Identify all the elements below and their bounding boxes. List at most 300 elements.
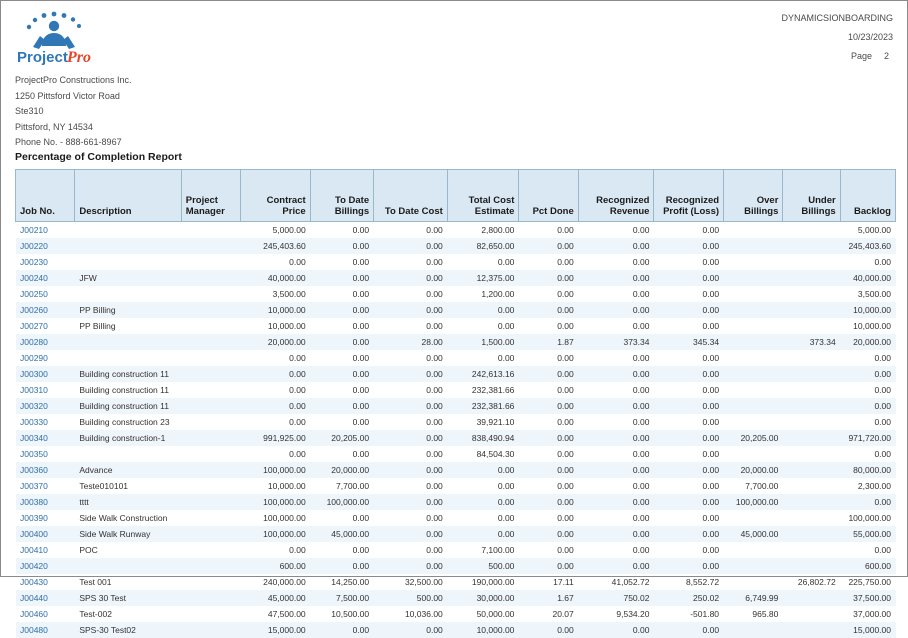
cell-to-date-billings: 0.00 <box>310 238 373 254</box>
cell-job-no[interactable]: J00300 <box>16 366 75 382</box>
cell-to-date-billings: 0.00 <box>310 398 373 414</box>
cell-contract-price: 600.00 <box>241 558 311 574</box>
cell-pct-done: 0.00 <box>519 478 578 494</box>
cell-total-cost-estimate: 0.00 <box>447 510 519 526</box>
cell-project-manager <box>181 462 240 478</box>
cell-backlog: 10,000.00 <box>840 318 895 334</box>
cell-backlog: 20,000.00 <box>840 334 895 350</box>
cell-description: Teste010101 <box>75 478 181 494</box>
cell-backlog: 0.00 <box>840 366 895 382</box>
cell-over-billings: 100,000.00 <box>724 494 783 510</box>
table-row <box>16 526 896 542</box>
page-number: 2 <box>884 47 889 66</box>
cell-recognized-revenue: 750.02 <box>578 590 654 606</box>
cell-to-date-billings: 0.00 <box>310 414 373 430</box>
cell-to-date-cost: 0.00 <box>374 430 448 446</box>
cell-project-manager <box>181 270 240 286</box>
cell-to-date-billings: 7,500.00 <box>310 590 373 606</box>
cell-description: SPS 30 Test <box>75 590 181 606</box>
cell-description <box>75 558 181 574</box>
cell-recognized-profit-loss: 0.00 <box>654 622 724 638</box>
cell-job-no[interactable]: J00360 <box>16 462 75 478</box>
cell-recognized-profit-loss: 0.00 <box>654 558 724 574</box>
cell-recognized-revenue: 0.00 <box>578 622 654 638</box>
table-row <box>16 430 896 446</box>
table-row <box>16 590 896 606</box>
cell-to-date-cost: 0.00 <box>374 302 448 318</box>
cell-to-date-cost: 0.00 <box>374 350 448 366</box>
column-header-recognized-profit-loss: Recognized Profit (Loss) <box>654 170 724 222</box>
cell-job-no[interactable]: J00220 <box>16 238 75 254</box>
cell-to-date-billings: 0.00 <box>310 270 373 286</box>
cell-total-cost-estimate: 0.00 <box>447 254 519 270</box>
cell-to-date-billings: 0.00 <box>310 558 373 574</box>
cell-backlog: 0.00 <box>840 446 895 462</box>
cell-total-cost-estimate: 0.00 <box>447 526 519 542</box>
cell-recognized-revenue: 0.00 <box>578 398 654 414</box>
cell-project-manager <box>181 318 240 334</box>
table-row <box>16 366 896 382</box>
cell-recognized-profit-loss: 0.00 <box>654 526 724 542</box>
cell-job-no[interactable]: J00380 <box>16 494 75 510</box>
cell-under-billings: 26,802.72 <box>783 574 840 590</box>
cell-recognized-revenue: 0.00 <box>578 558 654 574</box>
cell-recognized-profit-loss: 0.00 <box>654 478 724 494</box>
cell-backlog: 40,000.00 <box>840 270 895 286</box>
table-row <box>16 606 896 622</box>
cell-job-no[interactable]: J00320 <box>16 398 75 414</box>
cell-contract-price: 0.00 <box>241 542 311 558</box>
cell-to-date-billings: 0.00 <box>310 446 373 462</box>
cell-to-date-cost: 0.00 <box>374 318 448 334</box>
cell-over-billings <box>724 270 783 286</box>
cell-backlog: 0.00 <box>840 254 895 270</box>
cell-backlog: 0.00 <box>840 542 895 558</box>
cell-total-cost-estimate: 0.00 <box>447 318 519 334</box>
cell-over-billings <box>724 542 783 558</box>
cell-description <box>75 334 181 350</box>
cell-project-manager <box>181 350 240 366</box>
cell-pct-done: 20.07 <box>519 606 578 622</box>
cell-contract-price: 100,000.00 <box>241 462 311 478</box>
cell-pct-done: 0.00 <box>519 238 578 254</box>
table-row <box>16 414 896 430</box>
cell-over-billings: 965.80 <box>724 606 783 622</box>
cell-recognized-revenue: 0.00 <box>578 510 654 526</box>
cell-under-billings <box>783 238 840 254</box>
cell-contract-price: 240,000.00 <box>241 574 311 590</box>
table-row <box>16 254 896 270</box>
cell-to-date-billings: 0.00 <box>310 286 373 302</box>
cell-contract-price: 0.00 <box>241 254 311 270</box>
cell-total-cost-estimate: 10,000.00 <box>447 622 519 638</box>
cell-contract-price: 5,000.00 <box>241 222 311 239</box>
cell-under-billings <box>783 366 840 382</box>
cell-over-billings <box>724 414 783 430</box>
percentage-completion-table <box>15 169 896 638</box>
cell-job-no[interactable]: J00410 <box>16 542 75 558</box>
cell-pct-done: 0.00 <box>519 270 578 286</box>
cell-description: Side Walk Runway <box>75 526 181 542</box>
cell-to-date-billings: 100,000.00 <box>310 494 373 510</box>
cell-to-date-billings: 20,205.00 <box>310 430 373 446</box>
cell-total-cost-estimate: 7,100.00 <box>447 542 519 558</box>
cell-recognized-revenue: 0.00 <box>578 414 654 430</box>
cell-recognized-profit-loss: 250.02 <box>654 590 724 606</box>
cell-to-date-cost: 0.00 <box>374 366 448 382</box>
cell-recognized-revenue: 9,534.20 <box>578 606 654 622</box>
cell-project-manager <box>181 510 240 526</box>
cell-job-no[interactable]: J00390 <box>16 510 75 526</box>
cell-to-date-billings: 0.00 <box>310 366 373 382</box>
column-header-to-date-billings: To Date Billings <box>310 170 373 222</box>
cell-contract-price: 15,000.00 <box>241 622 311 638</box>
cell-description <box>75 350 181 366</box>
cell-pct-done: 0.00 <box>519 382 578 398</box>
cell-to-date-billings: 0.00 <box>310 542 373 558</box>
cell-recognized-profit-loss: 0.00 <box>654 430 724 446</box>
cell-under-billings <box>783 606 840 622</box>
cell-total-cost-estimate: 232,381.66 <box>447 382 519 398</box>
cell-to-date-cost: 500.00 <box>374 590 448 606</box>
cell-pct-done: 0.00 <box>519 350 578 366</box>
cell-contract-price: 47,500.00 <box>241 606 311 622</box>
svg-text:Project: Project <box>17 49 68 66</box>
cell-pct-done: 0.00 <box>519 622 578 638</box>
cell-total-cost-estimate: 39,921.10 <box>447 414 519 430</box>
company-address-line3: Pittsford, NY 14534 <box>15 120 132 136</box>
cell-under-billings <box>783 478 840 494</box>
cell-job-no[interactable]: J00440 <box>16 590 75 606</box>
cell-job-no[interactable]: J00250 <box>16 286 75 302</box>
cell-to-date-cost: 0.00 <box>374 414 448 430</box>
report-header <box>1 1 907 151</box>
cell-contract-price: 10,000.00 <box>241 478 311 494</box>
table-row <box>16 334 896 350</box>
cell-project-manager <box>181 302 240 318</box>
cell-over-billings <box>724 510 783 526</box>
cell-to-date-billings: 0.00 <box>310 254 373 270</box>
cell-to-date-billings: 45,000.00 <box>310 526 373 542</box>
cell-total-cost-estimate: 190,000.00 <box>447 574 519 590</box>
cell-to-date-billings: 0.00 <box>310 222 373 239</box>
cell-total-cost-estimate: 50,000.00 <box>447 606 519 622</box>
cell-to-date-billings: 0.00 <box>310 350 373 366</box>
cell-project-manager <box>181 414 240 430</box>
cell-description: JFW <box>75 270 181 286</box>
cell-job-no[interactable]: J00430 <box>16 574 75 590</box>
cell-pct-done: 0.00 <box>519 318 578 334</box>
cell-job-no[interactable]: J00240 <box>16 270 75 286</box>
company-address-line2: Ste310 <box>15 104 132 120</box>
cell-under-billings <box>783 318 840 334</box>
cell-under-billings <box>783 622 840 638</box>
cell-total-cost-estimate: 84,504.30 <box>447 446 519 462</box>
table-row <box>16 462 896 478</box>
page-label: Page <box>851 51 872 61</box>
table-header-row <box>16 170 896 222</box>
cell-total-cost-estimate: 1,500.00 <box>447 334 519 350</box>
cell-under-billings <box>783 526 840 542</box>
cell-contract-price: 10,000.00 <box>241 302 311 318</box>
cell-job-no[interactable]: J00370 <box>16 478 75 494</box>
cell-over-billings <box>724 334 783 350</box>
cell-to-date-cost: 0.00 <box>374 286 448 302</box>
cell-contract-price: 100,000.00 <box>241 494 311 510</box>
cell-total-cost-estimate: 82,650.00 <box>447 238 519 254</box>
cell-backlog: 37,500.00 <box>840 590 895 606</box>
cell-job-no[interactable]: J00340 <box>16 430 75 446</box>
cell-job-no[interactable]: J00330 <box>16 414 75 430</box>
cell-total-cost-estimate: 30,000.00 <box>447 590 519 606</box>
table-body <box>16 222 896 638</box>
cell-over-billings <box>724 622 783 638</box>
cell-over-billings <box>724 222 783 239</box>
column-header-recognized-revenue: Recognized Revenue <box>578 170 654 222</box>
cell-project-manager <box>181 366 240 382</box>
cell-over-billings <box>724 302 783 318</box>
cell-contract-price: 991,925.00 <box>241 430 311 446</box>
cell-recognized-profit-loss: 0.00 <box>654 414 724 430</box>
cell-description: Test-002 <box>75 606 181 622</box>
cell-pct-done: 17.11 <box>519 574 578 590</box>
cell-job-no[interactable]: J00350 <box>16 446 75 462</box>
cell-recognized-profit-loss: 0.00 <box>654 302 724 318</box>
cell-total-cost-estimate: 0.00 <box>447 494 519 510</box>
cell-to-date-cost: 0.00 <box>374 270 448 286</box>
cell-under-billings <box>783 558 840 574</box>
cell-contract-price: 20,000.00 <box>241 334 311 350</box>
company-address-line1: 1250 Pittsford Victor Road <box>15 89 132 105</box>
cell-job-no[interactable]: J00270 <box>16 318 75 334</box>
cell-recognized-profit-loss: 0.00 <box>654 510 724 526</box>
cell-backlog: 0.00 <box>840 494 895 510</box>
cell-over-billings: 7,700.00 <box>724 478 783 494</box>
table-row <box>16 382 896 398</box>
cell-description: tttt <box>75 494 181 510</box>
cell-recognized-revenue: 0.00 <box>578 302 654 318</box>
cell-over-billings <box>724 398 783 414</box>
company-name: ProjectPro Constructions Inc. <box>15 73 132 89</box>
column-header-project-manager: Project Manager <box>181 170 240 222</box>
table-row <box>16 446 896 462</box>
column-header-contract-price: Contract Price <box>241 170 311 222</box>
cell-backlog: 80,000.00 <box>840 462 895 478</box>
cell-job-no[interactable]: J00460 <box>16 606 75 622</box>
cell-to-date-billings: 14,250.00 <box>310 574 373 590</box>
cell-over-billings <box>724 446 783 462</box>
cell-recognized-profit-loss: 0.00 <box>654 366 724 382</box>
cell-description: PP Billing <box>75 318 181 334</box>
cell-total-cost-estimate: 1,200.00 <box>447 286 519 302</box>
cell-contract-price: 0.00 <box>241 366 311 382</box>
cell-recognized-profit-loss: 0.00 <box>654 238 724 254</box>
cell-backlog: 245,403.60 <box>840 238 895 254</box>
cell-to-date-cost: 0.00 <box>374 494 448 510</box>
cell-recognized-profit-loss: 0.00 <box>654 446 724 462</box>
cell-project-manager <box>181 606 240 622</box>
column-header-pct-done: Pct Done <box>519 170 578 222</box>
cell-job-no[interactable]: J00310 <box>16 382 75 398</box>
cell-to-date-billings: 10,500.00 <box>310 606 373 622</box>
cell-to-date-cost: 10,036.00 <box>374 606 448 622</box>
cell-under-billings <box>783 254 840 270</box>
cell-project-manager <box>181 430 240 446</box>
cell-under-billings <box>783 590 840 606</box>
column-header-over-billings: Over Billings <box>724 170 783 222</box>
table-row <box>16 318 896 334</box>
cell-to-date-cost: 0.00 <box>374 622 448 638</box>
cell-job-no[interactable]: J00400 <box>16 526 75 542</box>
cell-project-manager <box>181 446 240 462</box>
cell-pct-done: 0.00 <box>519 302 578 318</box>
cell-total-cost-estimate: 0.00 <box>447 302 519 318</box>
cell-pct-done: 0.00 <box>519 558 578 574</box>
table-row <box>16 542 896 558</box>
cell-job-no[interactable]: J00480 <box>16 622 75 638</box>
company-address-block <box>15 73 132 151</box>
cell-backlog: 3,500.00 <box>840 286 895 302</box>
cell-over-billings <box>724 558 783 574</box>
cell-to-date-cost: 32,500.00 <box>374 574 448 590</box>
cell-under-billings <box>783 286 840 302</box>
cell-backlog: 0.00 <box>840 350 895 366</box>
table-row <box>16 238 896 254</box>
cell-job-no[interactable]: J00420 <box>16 558 75 574</box>
cell-description <box>75 254 181 270</box>
cell-contract-price: 40,000.00 <box>241 270 311 286</box>
cell-backlog: 5,000.00 <box>840 222 895 239</box>
cell-over-billings <box>724 254 783 270</box>
cell-over-billings <box>724 318 783 334</box>
cell-recognized-revenue: 0.00 <box>578 238 654 254</box>
cell-backlog: 10,000.00 <box>840 302 895 318</box>
cell-under-billings <box>783 302 840 318</box>
cell-under-billings: 373.34 <box>783 334 840 350</box>
cell-recognized-revenue: 0.00 <box>578 446 654 462</box>
cell-to-date-cost: 0.00 <box>374 238 448 254</box>
cell-pct-done: 0.00 <box>519 462 578 478</box>
table-row <box>16 510 896 526</box>
report-meta-block <box>781 9 893 66</box>
cell-recognized-profit-loss: 0.00 <box>654 462 724 478</box>
cell-contract-price: 100,000.00 <box>241 526 311 542</box>
cell-recognized-revenue: 0.00 <box>578 254 654 270</box>
cell-to-date-cost: 0.00 <box>374 478 448 494</box>
cell-project-manager <box>181 558 240 574</box>
cell-contract-price: 0.00 <box>241 350 311 366</box>
company-phone: Phone No. - 888-661-8967 <box>15 135 132 151</box>
cell-recognized-profit-loss: 0.00 <box>654 398 724 414</box>
cell-to-date-billings: 7,700.00 <box>310 478 373 494</box>
cell-recognized-revenue: 373.34 <box>578 334 654 350</box>
cell-total-cost-estimate: 2,800.00 <box>447 222 519 239</box>
cell-to-date-cost: 0.00 <box>374 382 448 398</box>
cell-project-manager <box>181 238 240 254</box>
cell-recognized-profit-loss: 0.00 <box>654 542 724 558</box>
cell-pct-done: 1.67 <box>519 590 578 606</box>
cell-description: Building construction 11 <box>75 398 181 414</box>
cell-contract-price: 10,000.00 <box>241 318 311 334</box>
cell-backlog: 0.00 <box>840 382 895 398</box>
cell-project-manager <box>181 622 240 638</box>
cell-to-date-billings: 0.00 <box>310 510 373 526</box>
cell-total-cost-estimate: 232,381.66 <box>447 398 519 414</box>
cell-total-cost-estimate: 242,613.16 <box>447 366 519 382</box>
cell-project-manager <box>181 286 240 302</box>
column-header-job-no: Job No. <box>16 170 75 222</box>
cell-job-no[interactable]: J00210 <box>16 222 75 239</box>
table-row <box>16 350 896 366</box>
cell-recognized-revenue: 0.00 <box>578 462 654 478</box>
cell-to-date-cost: 0.00 <box>374 558 448 574</box>
cell-recognized-revenue: 0.00 <box>578 318 654 334</box>
cell-contract-price: 0.00 <box>241 414 311 430</box>
cell-total-cost-estimate: 0.00 <box>447 478 519 494</box>
cell-to-date-cost: 0.00 <box>374 398 448 414</box>
cell-description <box>75 238 181 254</box>
projectpro-logo <box>15 9 111 67</box>
cell-recognized-profit-loss: 8,552.72 <box>654 574 724 590</box>
cell-total-cost-estimate: 500.00 <box>447 558 519 574</box>
cell-over-billings <box>724 350 783 366</box>
cell-to-date-cost: 28.00 <box>374 334 448 350</box>
column-header-backlog: Backlog <box>840 170 895 222</box>
cell-description: POC <box>75 542 181 558</box>
cell-under-billings <box>783 542 840 558</box>
table-row <box>16 494 896 510</box>
cell-description: PP Billing <box>75 302 181 318</box>
environment-label: DYNAMICSIONBOARDING <box>781 9 893 28</box>
table-row <box>16 398 896 414</box>
cell-pct-done: 0.00 <box>519 542 578 558</box>
column-header-total-cost-estimate: Total Cost Estimate <box>447 170 519 222</box>
cell-recognized-revenue: 0.00 <box>578 222 654 239</box>
cell-job-no[interactable]: J00230 <box>16 254 75 270</box>
cell-description: Advance <box>75 462 181 478</box>
cell-backlog: 0.00 <box>840 398 895 414</box>
cell-over-billings <box>724 366 783 382</box>
cell-recognized-revenue: 0.00 <box>578 286 654 302</box>
table-row <box>16 622 896 638</box>
cell-description <box>75 446 181 462</box>
cell-backlog: 225,750.00 <box>840 574 895 590</box>
cell-backlog: 971,720.00 <box>840 430 895 446</box>
cell-project-manager <box>181 574 240 590</box>
page-indicator <box>781 47 893 66</box>
cell-under-billings <box>783 446 840 462</box>
cell-pct-done: 0.00 <box>519 286 578 302</box>
cell-recognized-profit-loss: 0.00 <box>654 350 724 366</box>
cell-over-billings <box>724 574 783 590</box>
cell-total-cost-estimate: 0.00 <box>447 462 519 478</box>
cell-job-no[interactable]: J00260 <box>16 302 75 318</box>
cell-to-date-cost: 0.00 <box>374 526 448 542</box>
cell-to-date-billings: 0.00 <box>310 382 373 398</box>
cell-description: SPS-30 Test02 <box>75 622 181 638</box>
cell-job-no[interactable]: J00290 <box>16 350 75 366</box>
cell-job-no[interactable]: J00280 <box>16 334 75 350</box>
cell-recognized-profit-loss: 345.34 <box>654 334 724 350</box>
cell-under-billings <box>783 350 840 366</box>
cell-backlog: 55,000.00 <box>840 526 895 542</box>
cell-total-cost-estimate: 838,490.94 <box>447 430 519 446</box>
svg-text:Pro: Pro <box>66 49 91 66</box>
cell-total-cost-estimate: 12,375.00 <box>447 270 519 286</box>
cell-project-manager <box>181 494 240 510</box>
cell-pct-done: 0.00 <box>519 526 578 542</box>
cell-under-billings <box>783 494 840 510</box>
